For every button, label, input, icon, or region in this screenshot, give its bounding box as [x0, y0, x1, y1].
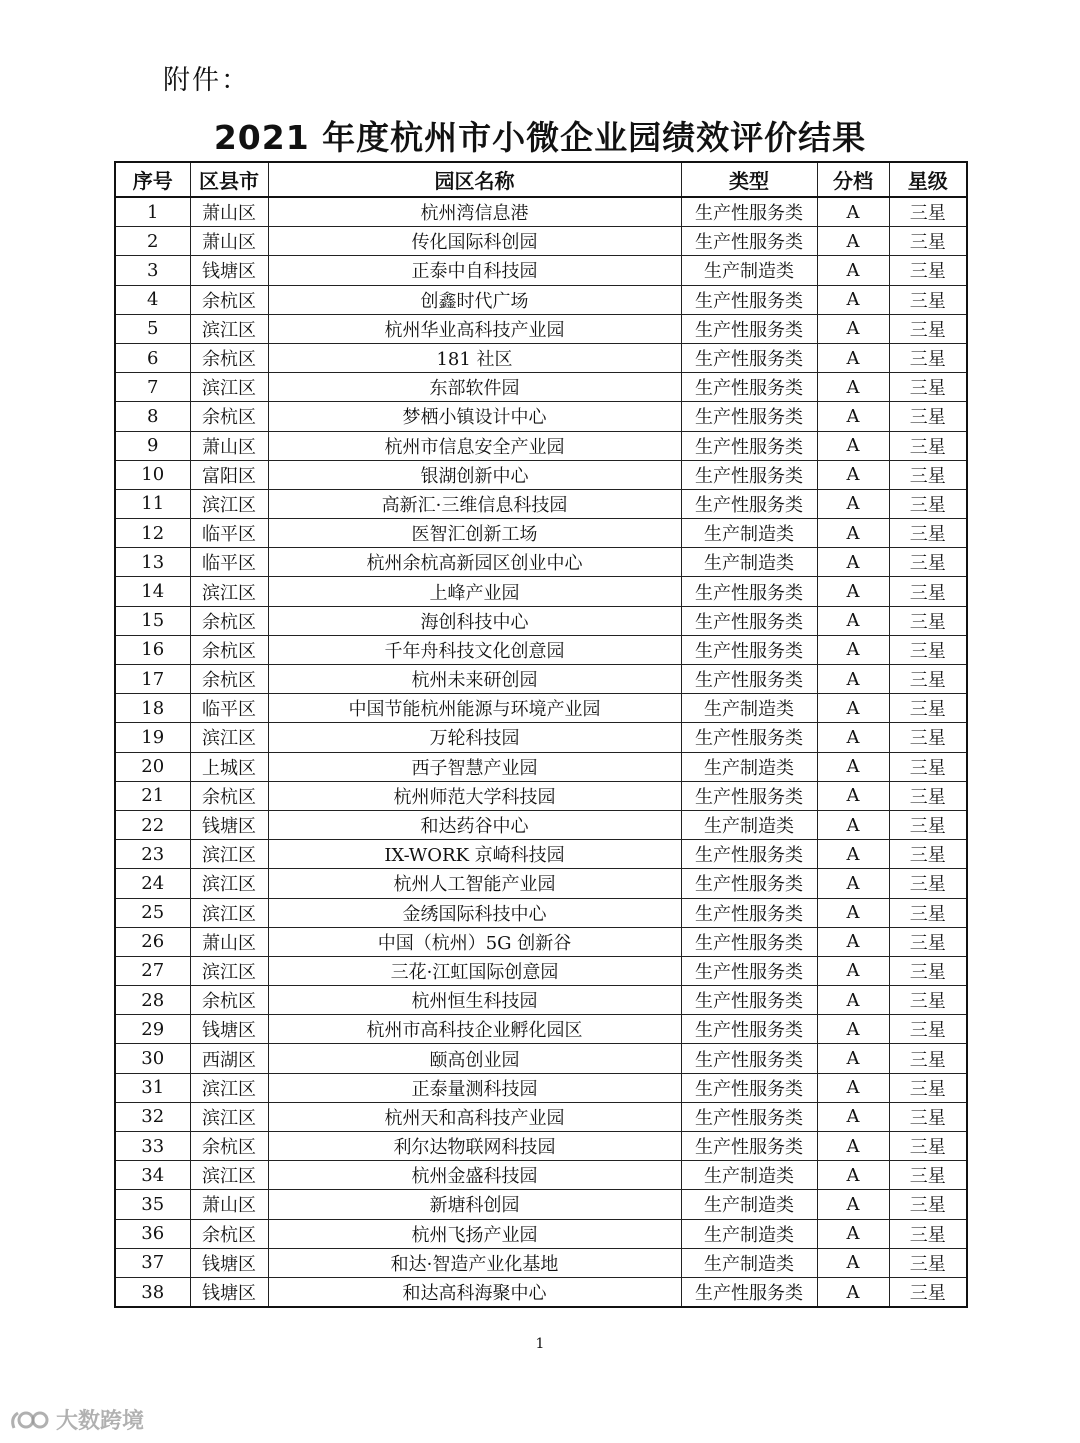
cell-stars: 三星 — [889, 1044, 967, 1073]
column-header-grade: 分档 — [817, 162, 889, 197]
cell-park-name: 杭州师范大学科技园 — [268, 781, 681, 810]
cell-park-name: 上峰产业园 — [268, 577, 681, 606]
cell-type: 生产性服务类 — [681, 898, 817, 927]
column-header-district: 区县市 — [190, 162, 268, 197]
cell-park-name: 三花·江虹国际创意园 — [268, 956, 681, 985]
cell-index: 9 — [115, 431, 190, 460]
table-row — [115, 956, 967, 985]
cell-stars: 三星 — [889, 840, 967, 869]
cell-type: 生产性服务类 — [681, 840, 817, 869]
cell-stars: 三星 — [889, 285, 967, 314]
cell-district: 临平区 — [190, 548, 268, 577]
cell-stars: 三星 — [889, 635, 967, 664]
table-row — [115, 431, 967, 460]
cell-district: 临平区 — [190, 694, 268, 723]
cell-district: 滨江区 — [190, 373, 268, 402]
cell-park-name: 金绣国际科技中心 — [268, 898, 681, 927]
cell-stars: 三星 — [889, 1277, 967, 1307]
cell-grade: A — [817, 197, 889, 227]
cell-index: 24 — [115, 869, 190, 898]
cell-type: 生产性服务类 — [681, 373, 817, 402]
cell-type: 生产制造类 — [681, 1248, 817, 1277]
cell-park-name: 和达·智造产业化基地 — [268, 1248, 681, 1277]
cell-grade: A — [817, 548, 889, 577]
cell-grade: A — [817, 810, 889, 839]
cell-district: 滨江区 — [190, 898, 268, 927]
table-row — [115, 256, 967, 285]
cell-grade: A — [817, 752, 889, 781]
cell-district: 钱塘区 — [190, 1015, 268, 1044]
cell-grade: A — [817, 956, 889, 985]
cell-stars: 三星 — [889, 548, 967, 577]
cell-index: 10 — [115, 460, 190, 489]
cell-grade: A — [817, 1073, 889, 1102]
cell-grade: A — [817, 1190, 889, 1219]
cell-type: 生产制造类 — [681, 752, 817, 781]
cell-index: 18 — [115, 694, 190, 723]
cell-grade: A — [817, 898, 889, 927]
cell-type: 生产性服务类 — [681, 869, 817, 898]
cell-park-name: 杭州湾信息港 — [268, 197, 681, 227]
cell-index: 2 — [115, 227, 190, 256]
table-row — [115, 898, 967, 927]
cell-stars: 三星 — [889, 197, 967, 227]
cell-type: 生产性服务类 — [681, 431, 817, 460]
cell-stars: 三星 — [889, 723, 967, 752]
cell-stars: 三星 — [889, 752, 967, 781]
cell-park-name: IX-WORK 京崎科技园 — [268, 840, 681, 869]
cell-district: 钱塘区 — [190, 810, 268, 839]
cell-stars: 三星 — [889, 869, 967, 898]
cell-index: 32 — [115, 1102, 190, 1131]
cell-district: 滨江区 — [190, 1102, 268, 1131]
cell-park-name: 和达药谷中心 — [268, 810, 681, 839]
cell-index: 35 — [115, 1190, 190, 1219]
cell-district: 滨江区 — [190, 314, 268, 343]
cell-district: 上城区 — [190, 752, 268, 781]
cell-type: 生产性服务类 — [681, 1102, 817, 1131]
cell-stars: 三星 — [889, 1102, 967, 1131]
column-header-stars: 星级 — [889, 162, 967, 197]
cell-stars: 三星 — [889, 1219, 967, 1248]
cell-type: 生产性服务类 — [681, 606, 817, 635]
page-number: 1 — [535, 1336, 545, 1352]
table-row — [115, 694, 967, 723]
table-row — [115, 1132, 967, 1161]
table-row — [115, 1219, 967, 1248]
cell-grade: A — [817, 1102, 889, 1131]
cell-stars: 三星 — [889, 665, 967, 694]
table-row — [115, 810, 967, 839]
table-row — [115, 1248, 967, 1277]
cell-park-name: 杭州市信息安全产业园 — [268, 431, 681, 460]
cell-grade: A — [817, 460, 889, 489]
cell-stars: 三星 — [889, 431, 967, 460]
table-row — [115, 927, 967, 956]
cell-index: 19 — [115, 723, 190, 752]
table-row — [115, 285, 967, 314]
cell-stars: 三星 — [889, 577, 967, 606]
watermark — [8, 1404, 144, 1435]
cell-type: 生产性服务类 — [681, 197, 817, 227]
cell-district: 富阳区 — [190, 460, 268, 489]
cell-park-name: 杭州飞扬产业园 — [268, 1219, 681, 1248]
cell-grade: A — [817, 431, 889, 460]
cell-stars: 三星 — [889, 1190, 967, 1219]
cell-index: 7 — [115, 373, 190, 402]
cell-index: 34 — [115, 1161, 190, 1190]
cell-park-name: 杭州市高科技企业孵化园区 — [268, 1015, 681, 1044]
table-row — [115, 197, 967, 227]
cell-grade: A — [817, 402, 889, 431]
cell-district: 余杭区 — [190, 665, 268, 694]
cell-district: 余杭区 — [190, 781, 268, 810]
cell-grade: A — [817, 1132, 889, 1161]
cell-index: 26 — [115, 927, 190, 956]
attachment-label: 附件： — [163, 65, 250, 96]
cell-type: 生产性服务类 — [681, 635, 817, 664]
cell-index: 25 — [115, 898, 190, 927]
cell-grade: A — [817, 665, 889, 694]
cell-grade: A — [817, 1248, 889, 1277]
cell-district: 余杭区 — [190, 343, 268, 372]
cell-grade: A — [817, 314, 889, 343]
cell-stars: 三星 — [889, 810, 967, 839]
table-row — [115, 723, 967, 752]
cell-stars: 三星 — [889, 1248, 967, 1277]
cell-index: 3 — [115, 256, 190, 285]
cell-index: 21 — [115, 781, 190, 810]
cell-stars: 三星 — [889, 956, 967, 985]
cell-index: 30 — [115, 1044, 190, 1073]
cell-grade: A — [817, 986, 889, 1015]
cell-type: 生产制造类 — [681, 1219, 817, 1248]
cell-park-name: 新塘科创园 — [268, 1190, 681, 1219]
cell-index: 12 — [115, 519, 190, 548]
cell-stars: 三星 — [889, 1015, 967, 1044]
cell-district: 滨江区 — [190, 577, 268, 606]
cell-index: 17 — [115, 665, 190, 694]
cell-grade: A — [817, 781, 889, 810]
cell-type: 生产性服务类 — [681, 781, 817, 810]
cell-grade: A — [817, 256, 889, 285]
cell-grade: A — [817, 227, 889, 256]
cell-index: 5 — [115, 314, 190, 343]
cell-district: 余杭区 — [190, 402, 268, 431]
table-row — [115, 1277, 967, 1307]
cell-grade: A — [817, 519, 889, 548]
cell-index: 6 — [115, 343, 190, 372]
cell-park-name: 181 社区 — [268, 343, 681, 372]
cell-park-name: 利尔达物联网科技园 — [268, 1132, 681, 1161]
cell-type: 生产性服务类 — [681, 460, 817, 489]
cell-park-name: 杭州余杭高新园区创业中心 — [268, 548, 681, 577]
cell-type: 生产性服务类 — [681, 343, 817, 372]
cell-stars: 三星 — [889, 402, 967, 431]
cell-index: 31 — [115, 1073, 190, 1102]
cell-park-name: 正泰中自科技园 — [268, 256, 681, 285]
cell-type: 生产性服务类 — [681, 402, 817, 431]
cell-park-name: 杭州未来研创园 — [268, 665, 681, 694]
cell-district: 余杭区 — [190, 635, 268, 664]
cell-district: 萧山区 — [190, 431, 268, 460]
watermark-logo-icon — [8, 1406, 50, 1434]
cell-park-name: 和达高科海聚中心 — [268, 1277, 681, 1307]
table-row — [115, 781, 967, 810]
table-row — [115, 840, 967, 869]
cell-grade: A — [817, 373, 889, 402]
cell-index: 36 — [115, 1219, 190, 1248]
cell-park-name: 杭州人工智能产业园 — [268, 869, 681, 898]
cell-grade: A — [817, 927, 889, 956]
table-row — [115, 1102, 967, 1131]
cell-park-name: 杭州金盛科技园 — [268, 1161, 681, 1190]
cell-district: 萧山区 — [190, 1190, 268, 1219]
cell-park-name: 杭州华业高科技产业园 — [268, 314, 681, 343]
cell-district: 萧山区 — [190, 227, 268, 256]
cell-stars: 三星 — [889, 606, 967, 635]
cell-district: 萧山区 — [190, 927, 268, 956]
cell-type: 生产性服务类 — [681, 927, 817, 956]
cell-index: 27 — [115, 956, 190, 985]
cell-type: 生产制造类 — [681, 810, 817, 839]
cell-type: 生产性服务类 — [681, 1073, 817, 1102]
cell-district: 滨江区 — [190, 869, 268, 898]
cell-type: 生产性服务类 — [681, 489, 817, 518]
cell-grade: A — [817, 1277, 889, 1307]
table-row — [115, 577, 967, 606]
cell-type: 生产性服务类 — [681, 956, 817, 985]
cell-district: 余杭区 — [190, 606, 268, 635]
cell-park-name: 梦栖小镇设计中心 — [268, 402, 681, 431]
cell-index: 28 — [115, 986, 190, 1015]
cell-index: 16 — [115, 635, 190, 664]
cell-type: 生产制造类 — [681, 1161, 817, 1190]
document-title: 2021 年度杭州市小微企业园绩效评价结果 — [213, 118, 867, 157]
cell-type: 生产性服务类 — [681, 723, 817, 752]
cell-index: 15 — [115, 606, 190, 635]
cell-grade: A — [817, 1161, 889, 1190]
table-row — [115, 548, 967, 577]
cell-stars: 三星 — [889, 781, 967, 810]
cell-grade: A — [817, 840, 889, 869]
results-table — [114, 161, 968, 1308]
cell-type: 生产性服务类 — [681, 986, 817, 1015]
cell-type: 生产性服务类 — [681, 314, 817, 343]
cell-index: 29 — [115, 1015, 190, 1044]
cell-stars: 三星 — [889, 694, 967, 723]
table-header-row — [115, 162, 967, 197]
cell-grade: A — [817, 577, 889, 606]
cell-index: 23 — [115, 840, 190, 869]
cell-grade: A — [817, 285, 889, 314]
cell-type: 生产制造类 — [681, 519, 817, 548]
cell-park-name: 创鑫时代广场 — [268, 285, 681, 314]
cell-stars: 三星 — [889, 373, 967, 402]
cell-index: 8 — [115, 402, 190, 431]
cell-stars: 三星 — [889, 314, 967, 343]
cell-stars: 三星 — [889, 898, 967, 927]
table-row — [115, 402, 967, 431]
table-row — [115, 635, 967, 664]
cell-type: 生产性服务类 — [681, 1132, 817, 1161]
table-row — [115, 1015, 967, 1044]
cell-grade: A — [817, 1219, 889, 1248]
cell-grade: A — [817, 1044, 889, 1073]
cell-stars: 三星 — [889, 227, 967, 256]
cell-district: 萧山区 — [190, 197, 268, 227]
cell-stars: 三星 — [889, 1132, 967, 1161]
cell-index: 38 — [115, 1277, 190, 1307]
table-row — [115, 1190, 967, 1219]
cell-district: 余杭区 — [190, 1219, 268, 1248]
cell-index: 14 — [115, 577, 190, 606]
table-row — [115, 665, 967, 694]
cell-type: 生产性服务类 — [681, 1044, 817, 1073]
cell-district: 钱塘区 — [190, 1248, 268, 1277]
cell-grade: A — [817, 606, 889, 635]
table-body — [115, 197, 967, 1307]
cell-district: 滨江区 — [190, 1161, 268, 1190]
cell-index: 13 — [115, 548, 190, 577]
table-row — [115, 1161, 967, 1190]
table-row — [115, 489, 967, 518]
cell-grade: A — [817, 343, 889, 372]
table-row — [115, 460, 967, 489]
cell-park-name: 颐高创业园 — [268, 1044, 681, 1073]
cell-district: 临平区 — [190, 519, 268, 548]
cell-park-name: 中国节能杭州能源与环境产业园 — [268, 694, 681, 723]
cell-park-name: 正泰量测科技园 — [268, 1073, 681, 1102]
cell-district: 钱塘区 — [190, 1277, 268, 1307]
cell-district: 钱塘区 — [190, 256, 268, 285]
table-row — [115, 343, 967, 372]
cell-grade: A — [817, 489, 889, 518]
table-row — [115, 986, 967, 1015]
column-header-park-name: 园区名称 — [268, 162, 681, 197]
cell-grade: A — [817, 694, 889, 723]
cell-stars: 三星 — [889, 460, 967, 489]
cell-grade: A — [817, 635, 889, 664]
cell-index: 4 — [115, 285, 190, 314]
cell-district: 余杭区 — [190, 986, 268, 1015]
table-row — [115, 519, 967, 548]
cell-park-name: 中国（杭州）5G 创新谷 — [268, 927, 681, 956]
watermark-text: 大数跨境 — [56, 1409, 145, 1434]
cell-district: 余杭区 — [190, 1132, 268, 1161]
cell-type: 生产制造类 — [681, 256, 817, 285]
cell-index: 1 — [115, 197, 190, 227]
cell-type: 生产制造类 — [681, 1190, 817, 1219]
cell-index: 11 — [115, 489, 190, 518]
cell-index: 37 — [115, 1248, 190, 1277]
cell-index: 33 — [115, 1132, 190, 1161]
column-header-type: 类型 — [681, 162, 817, 197]
table-row — [115, 869, 967, 898]
cell-type: 生产性服务类 — [681, 227, 817, 256]
cell-type: 生产制造类 — [681, 694, 817, 723]
table-row — [115, 752, 967, 781]
table-row — [115, 606, 967, 635]
cell-index: 20 — [115, 752, 190, 781]
cell-district: 滨江区 — [190, 956, 268, 985]
cell-stars: 三星 — [889, 256, 967, 285]
cell-grade: A — [817, 723, 889, 752]
cell-stars: 三星 — [889, 1161, 967, 1190]
cell-grade: A — [817, 1015, 889, 1044]
cell-stars: 三星 — [889, 489, 967, 518]
cell-district: 西湖区 — [190, 1044, 268, 1073]
cell-park-name: 万轮科技园 — [268, 723, 681, 752]
cell-park-name: 海创科技中心 — [268, 606, 681, 635]
cell-district: 余杭区 — [190, 285, 268, 314]
cell-park-name: 医智汇创新工场 — [268, 519, 681, 548]
cell-stars: 三星 — [889, 519, 967, 548]
cell-district: 滨江区 — [190, 489, 268, 518]
cell-type: 生产制造类 — [681, 548, 817, 577]
column-header-index: 序号 — [115, 162, 190, 197]
cell-stars: 三星 — [889, 1073, 967, 1102]
cell-index: 22 — [115, 810, 190, 839]
cell-park-name: 银湖创新中心 — [268, 460, 681, 489]
cell-park-name: 高新汇·三维信息科技园 — [268, 489, 681, 518]
table-row — [115, 1073, 967, 1102]
cell-park-name: 杭州天和高科技产业园 — [268, 1102, 681, 1131]
cell-district: 滨江区 — [190, 840, 268, 869]
cell-park-name: 杭州恒生科技园 — [268, 986, 681, 1015]
cell-type: 生产性服务类 — [681, 1277, 817, 1307]
table-row — [115, 1044, 967, 1073]
table-row — [115, 314, 967, 343]
cell-district: 滨江区 — [190, 1073, 268, 1102]
cell-park-name: 传化国际科创园 — [268, 227, 681, 256]
cell-type: 生产性服务类 — [681, 577, 817, 606]
cell-stars: 三星 — [889, 927, 967, 956]
cell-district: 滨江区 — [190, 723, 268, 752]
cell-park-name: 东部软件园 — [268, 373, 681, 402]
table-row — [115, 373, 967, 402]
table-row — [115, 227, 967, 256]
cell-park-name: 西子智慧产业园 — [268, 752, 681, 781]
cell-type: 生产性服务类 — [681, 285, 817, 314]
cell-stars: 三星 — [889, 343, 967, 372]
cell-stars: 三星 — [889, 986, 967, 1015]
cell-type: 生产性服务类 — [681, 665, 817, 694]
cell-park-name: 千年舟科技文化创意园 — [268, 635, 681, 664]
cell-type: 生产性服务类 — [681, 1015, 817, 1044]
cell-grade: A — [817, 869, 889, 898]
